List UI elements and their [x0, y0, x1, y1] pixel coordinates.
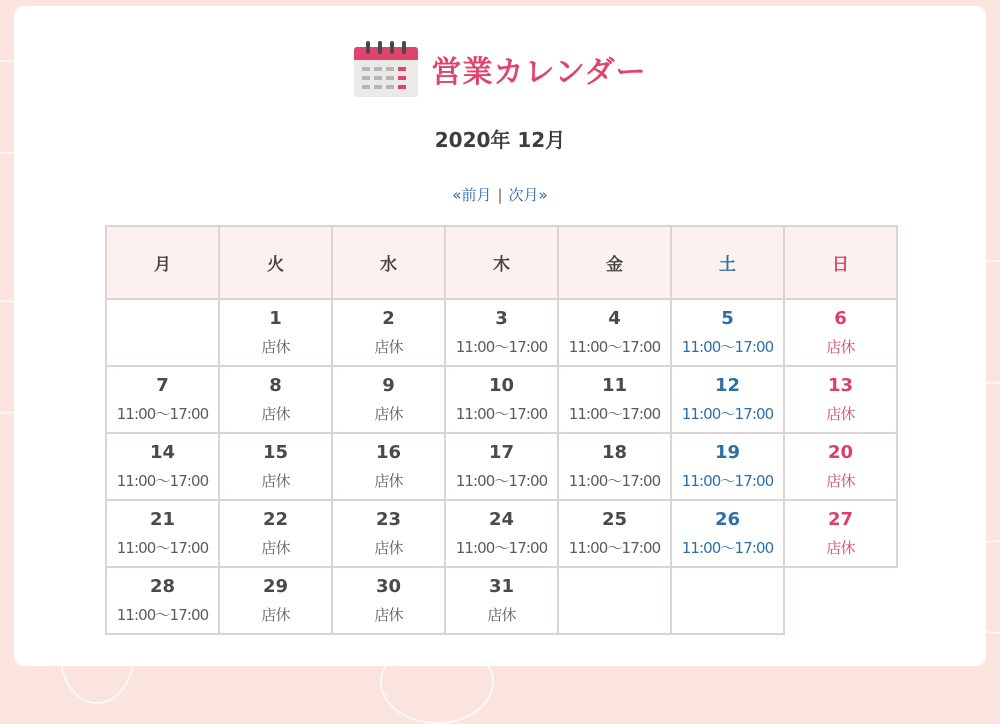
day-number: 11: [601, 375, 628, 396]
calendar-icon: [353, 40, 419, 98]
business-hours: 店休: [374, 338, 403, 356]
calendar-empty-cell: [671, 567, 784, 634]
day-number: 15: [262, 442, 289, 463]
calendar-day-cell: [558, 366, 671, 433]
calendar-day-cell: [332, 567, 445, 634]
calendar-day-cell: [445, 366, 558, 433]
day-number: 18: [601, 442, 628, 463]
business-hours: 11:00〜17:00: [455, 472, 548, 490]
calendar-day-cell: [784, 366, 897, 433]
weekday-header-row: [106, 226, 897, 299]
calendar-day-cell: [219, 500, 332, 567]
business-hours: 11:00〜17:00: [116, 539, 209, 557]
day-number: 12: [714, 375, 741, 396]
prev-month-link[interactable]: «前月: [452, 186, 492, 204]
calendar-day-cell: [671, 299, 784, 366]
calendar-day-cell: [558, 500, 671, 567]
calendar-day-cell: [784, 500, 897, 567]
day-number: 26: [714, 509, 741, 530]
weekday-header-mon: 月: [106, 226, 219, 299]
weekday-header-sat: 土: [671, 226, 784, 299]
calendar-day-cell: [445, 500, 558, 567]
weekday-header-thu: 木: [445, 226, 558, 299]
nav-separator: |: [497, 186, 503, 204]
day-number: 27: [827, 509, 854, 530]
business-hours: 店休: [374, 606, 403, 624]
business-hours: 店休: [826, 539, 855, 557]
day-number: 8: [269, 375, 282, 396]
business-hours: 店休: [826, 405, 855, 423]
business-hours: 11:00〜17:00: [568, 539, 661, 557]
calendar-body: [106, 299, 897, 634]
business-hours: 11:00〜17:00: [568, 405, 661, 423]
calendar-day-cell: [671, 433, 784, 500]
day-number: 28: [149, 576, 176, 597]
calendar-day-cell: [671, 500, 784, 567]
business-hours: 11:00〜17:00: [568, 472, 661, 490]
weekday-header-tue: 火: [219, 226, 332, 299]
calendar-card: [14, 6, 986, 666]
month-navigation: [14, 184, 986, 205]
day-number: 6: [834, 308, 847, 329]
calendar-day-cell: [332, 299, 445, 366]
weekday-header-sun: 日: [784, 226, 897, 299]
calendar-day-cell: [106, 567, 219, 634]
page-title: 営業カレンダー: [431, 55, 647, 90]
day-number: 23: [375, 509, 402, 530]
day-number: 1: [269, 308, 282, 329]
business-hours: 11:00〜17:00: [455, 539, 548, 557]
calendar-empty-cell: [558, 567, 671, 634]
day-number: 7: [156, 375, 169, 396]
weekday-header-fri: 金: [558, 226, 671, 299]
business-hours: 11:00〜17:00: [681, 338, 774, 356]
day-number: 14: [149, 442, 176, 463]
weekday-header-wed: 水: [332, 226, 445, 299]
day-number: 4: [608, 308, 621, 329]
calendar-day-cell: [784, 433, 897, 500]
calendar-day-cell: [219, 433, 332, 500]
calendar-day-cell: [106, 366, 219, 433]
day-number: 22: [262, 509, 289, 530]
calendar-day-cell: [219, 567, 332, 634]
business-hours: 11:00〜17:00: [455, 405, 548, 423]
business-hours: 店休: [374, 472, 403, 490]
calendar-day-cell: [332, 433, 445, 500]
day-number: 21: [149, 509, 176, 530]
business-hours: 11:00〜17:00: [681, 539, 774, 557]
calendar-header: [14, 40, 986, 98]
business-hours: 店休: [374, 405, 403, 423]
calendar-empty-cell: [784, 567, 897, 634]
business-hours: 11:00〜17:00: [116, 405, 209, 423]
day-number: 17: [488, 442, 515, 463]
calendar-day-cell: [219, 299, 332, 366]
business-hours: 店休: [261, 539, 290, 557]
day-number: 25: [601, 509, 628, 530]
day-number: 10: [488, 375, 515, 396]
calendar-day-cell: [784, 299, 897, 366]
calendar-day-cell: [558, 433, 671, 500]
week-row: [106, 366, 897, 433]
business-hours: 11:00〜17:00: [568, 338, 661, 356]
calendar-day-cell: [332, 500, 445, 567]
week-row: [106, 299, 897, 366]
day-number: 13: [827, 375, 854, 396]
month-label: 2020年 12月: [434, 128, 566, 152]
calendar-day-cell: [219, 366, 332, 433]
day-number: 24: [488, 509, 515, 530]
calendar-day-cell: [445, 567, 558, 634]
business-hours: 11:00〜17:00: [681, 472, 774, 490]
week-row: [106, 500, 897, 567]
day-number: 3: [495, 308, 508, 329]
week-row: [106, 433, 897, 500]
calendar-day-cell: [106, 433, 219, 500]
business-hours: 11:00〜17:00: [455, 338, 548, 356]
week-row: [106, 567, 897, 634]
business-hours: 店休: [261, 338, 290, 356]
business-hours: 店休: [374, 539, 403, 557]
day-number: 29: [262, 576, 289, 597]
calendar-day-cell: [106, 500, 219, 567]
calendar-day-cell: [332, 366, 445, 433]
business-hours: 店休: [487, 606, 516, 624]
day-number: 16: [375, 442, 402, 463]
business-hours: 11:00〜17:00: [116, 472, 209, 490]
calendar-empty-cell: [106, 299, 219, 366]
business-hours: 11:00〜17:00: [116, 606, 209, 624]
business-hours: 店休: [826, 338, 855, 356]
calendar-day-cell: [558, 299, 671, 366]
calendar-day-cell: [445, 433, 558, 500]
business-hours: 店休: [261, 606, 290, 624]
business-hours: 店休: [826, 472, 855, 490]
calendar-day-cell: [445, 299, 558, 366]
calendar-table: [105, 225, 898, 635]
business-hours: 店休: [261, 405, 290, 423]
day-number: 30: [375, 576, 402, 597]
business-hours: 11:00〜17:00: [681, 405, 774, 423]
day-number: 20: [827, 442, 854, 463]
day-number: 9: [382, 375, 395, 396]
calendar-day-cell: [671, 366, 784, 433]
day-number: 2: [382, 308, 395, 329]
next-month-link[interactable]: 次月»: [508, 186, 548, 204]
business-hours: 店休: [261, 472, 290, 490]
day-number: 5: [721, 308, 734, 329]
day-number: 31: [488, 576, 515, 597]
day-number: 19: [714, 442, 741, 463]
